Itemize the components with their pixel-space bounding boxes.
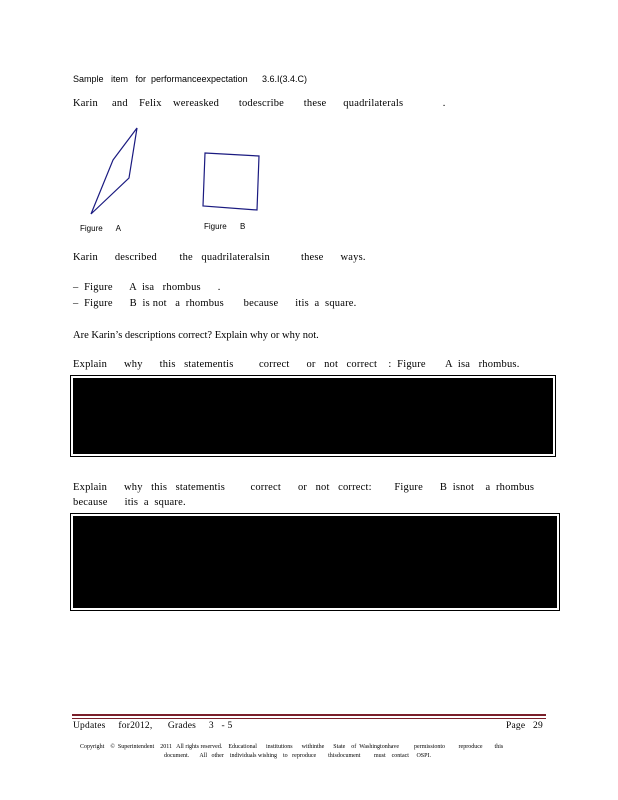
bullet-figure-b: – Figure B is not a rhombus because itis a square. [73, 298, 357, 309]
figure-b-label: Figure B [204, 222, 246, 231]
copyright-line-1: Copyright © Superintendent 2011 All rights reserved. Educational institutions withinthe State of Washingtonhave permissionto reproduce this [80, 744, 504, 750]
footer-rule-thin [72, 718, 546, 719]
answer-box-b[interactable] [73, 516, 557, 608]
figure-a-rhombus [85, 122, 165, 222]
copyright-line-2: document. All other individuals wishing to reproduce thisdocument must contact OSPI. [164, 753, 431, 759]
footer-page-number: Page 29 [506, 721, 543, 731]
answer-box-a[interactable] [73, 378, 553, 454]
sample-item-label: Sample item for performanceexpectation [73, 74, 248, 84]
explain-prompt-b-line1: Explain why this statementis correct or not correct: Figure B isnot a rhombus [73, 482, 535, 493]
question-text: Are Karin’s descriptions correct? Explain why or why not. [73, 330, 319, 341]
intro-text: Karin and Felix wereasked todescribe these quadrilaterals . [73, 98, 446, 109]
bullet-figure-a: – Figure A isa rhombus . [73, 282, 221, 293]
figure-a-label: Figure A [80, 224, 121, 233]
performance-expectation-code: 3.6.I(3.4.C) [262, 74, 308, 84]
footer-rule-thick [72, 714, 546, 716]
figure-b-square [198, 148, 268, 218]
described-text: Karin described the quadrilateralsin these ways. [73, 252, 366, 263]
explain-prompt-b-line2: because itis a square. [73, 497, 186, 508]
explain-prompt-a: Explain why this statementis correct or not correct : Figure A isa rhombus. [73, 359, 520, 370]
footer-left: Updates for2012, Grades 3 - 5 [73, 721, 233, 731]
